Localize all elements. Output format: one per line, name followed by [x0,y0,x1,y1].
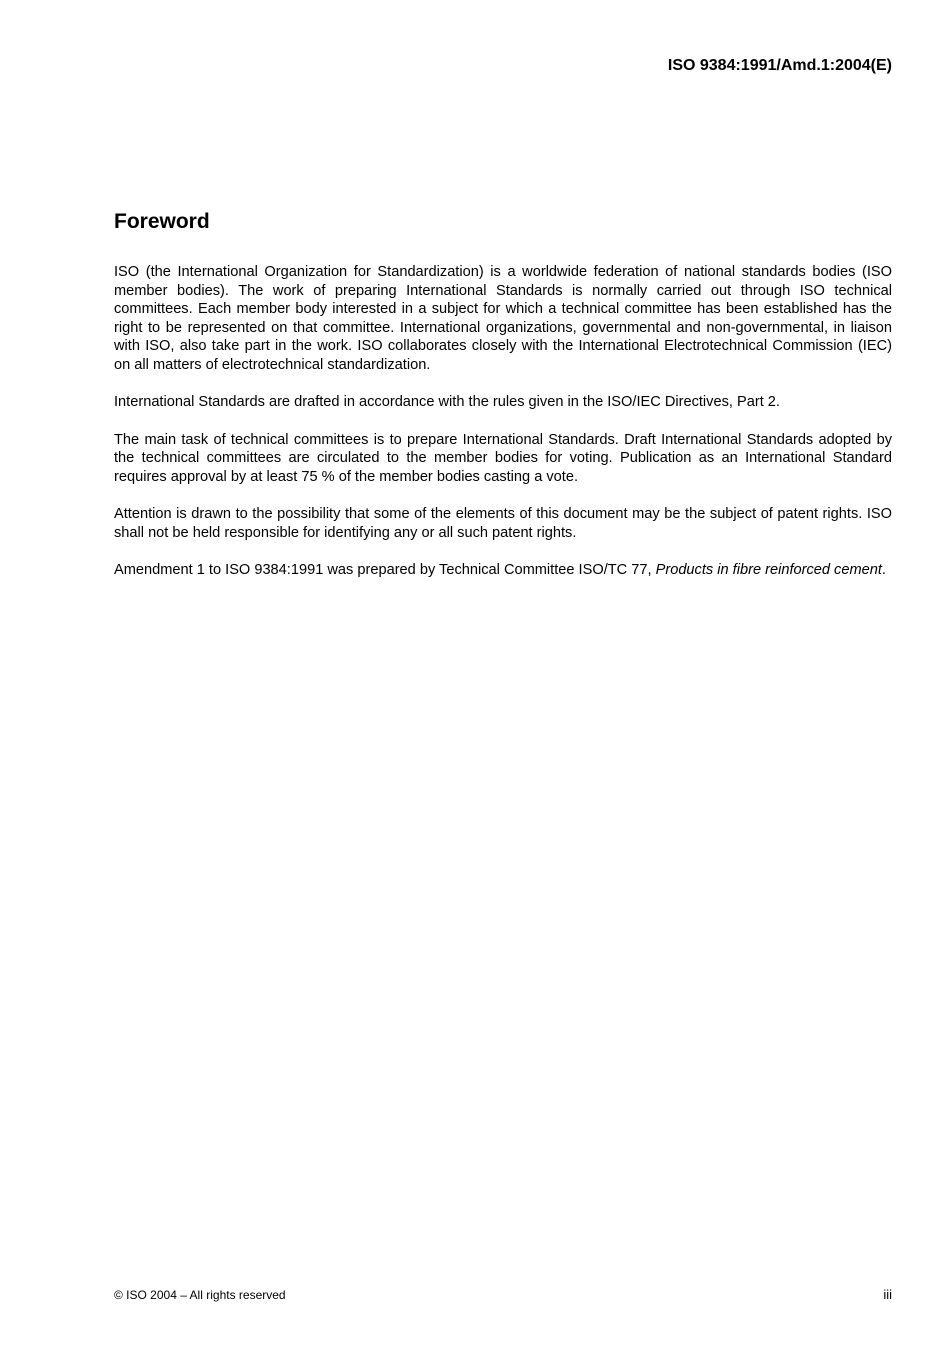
paragraph-main-task: The main task of technical committees is to prepare International Standards. Draft International Standards adopted by the technical committees are circulated to the member bodies for voting. Publication as an International Standard requires approval by at least 75 % of the member bodies casting a vote. [114,431,892,485]
amendment-end: . [881,562,886,578]
copyright-notice: © ISO 2004 – All rights reserved [114,1288,286,1302]
page-number: iii [883,1287,892,1302]
paragraph-directives: International Standards are drafted in accordance with the rules given in the ISO/IEC Directives, Part 2. [114,394,780,410]
foreword-section [114,208,892,599]
paragraph-amendment [114,561,892,580]
committee-title: Products in fibre reinforced cement [655,562,882,578]
amendment-text: Amendment 1 to ISO 9384:1991 was prepared by Technical Committee ISO/TC 77, [114,562,656,578]
paragraph-iso-federation: ISO (the International Organization for Standardization) is a worldwide federation of national standards bodies (ISO member bodies). The work of preparing International Standards is normally carried out through ISO technical committees. Each member body interested in a subject for which a technical committee has been established has the right to be represented on that committee. International organizations, governmental and non-governmental, in liaison with ISO, also take part in the work. ISO collaborates closely with the International Electrotechnical Commission (IEC) on all matters of electrotechnical standardization. [114,264,892,373]
page-title: Foreword [114,210,210,233]
paragraph-patent-rights: Attention is drawn to the possibility that some of the elements of this document may be the subject of patent rights. ISO shall not be held responsible for identifying any or all such patent rights. [114,506,892,541]
document-identifier: ISO 9384:1991/Amd.1:2004(E) [667,57,892,74]
